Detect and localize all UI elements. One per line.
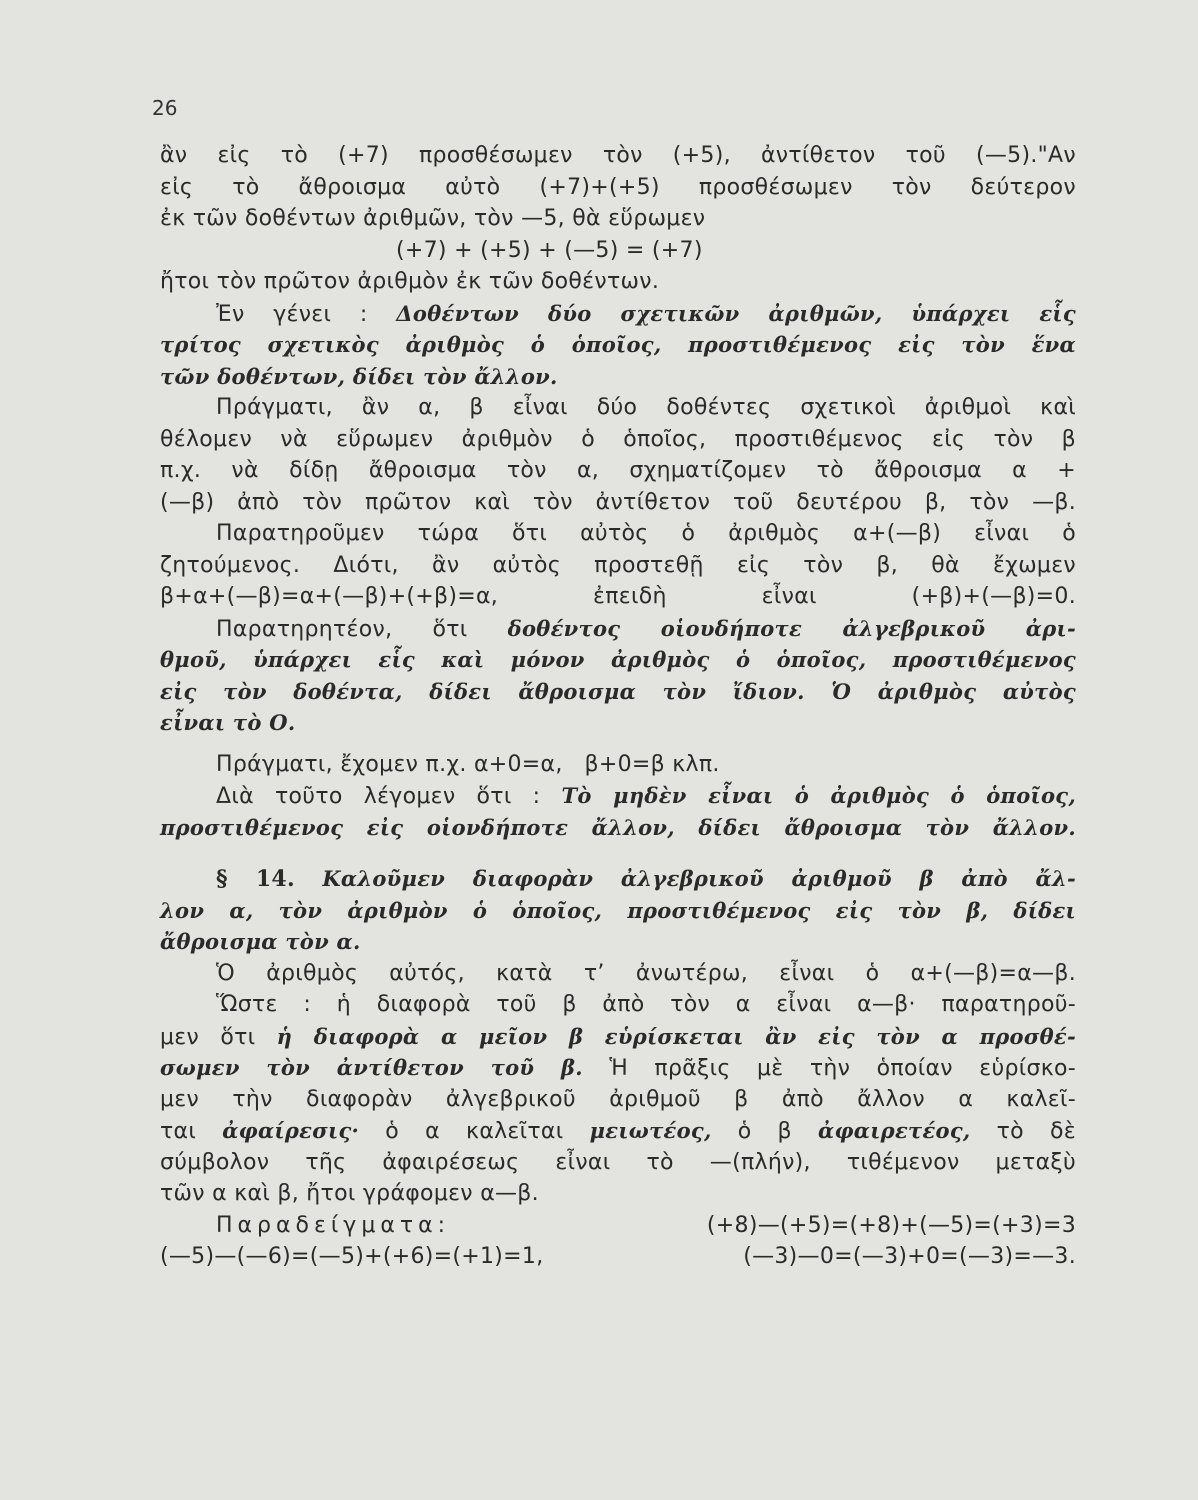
equation-line: (+7) + (+5) + (—5) = (+7) [396,237,703,263]
theorem-line: Παρατηρητέον, ὅτι δοθέντος οἱουδήποτε ἀλγεβρικοῦ ἀρι- [216,615,1076,642]
text-line: σωμεν τὸν ἀντίθετον τοῦ β. Ἡ πρᾶξις μὲ τὴν ὁποίαν εὑρίσκο- [160,1055,1076,1081]
emphasis-text: θμοῦ, ὑπάρχει εἷς καὶ μόνον ἀριθμὸς ὁ ὁποῖος, προστιθέμενος [160,647,1076,672]
text-line: ἂν εἰς τὸ (+7) προσθέσωμεν τὸν (+5), ἀντίθετον τοῦ (—5)."Αν [160,143,1076,168]
emphasis-text: δοθέντος οἱουδήποτε ἀλγεβρικοῦ ἀρι- [507,615,1076,641]
text-line: θέλομεν νὰ εὕρωμεν ἀριθμὸν ὁ ὁποῖος, προστιθέμενος εἰς τὸν β [160,426,1076,452]
examples-label: Παραδείγματα [216,1212,438,1238]
text-line: ται ἀφαίρεσις· ὁ α καλεῖται μειωτέος, ὁ β ἀφαιρετέος, τὸ δὲ [160,1118,1076,1144]
emphasis-text: εἰς τὸν δοθέντα, δίδει ἄθροισμα τὸν ἴδιον. Ὁ ἀριθμὸς αὐτὸς [160,678,1076,704]
theorem-line [160,361,1076,393]
emphasis-text: μειωτέος, [589,1118,712,1143]
theorem-line: Διὰ τοῦτο λέγομεν ὅτι : Τὸ μηδὲν εἶναι ὁ ἀριθμὸς ὁ ὁποῖος, [216,783,1076,809]
emphasis-text: τρίτος σχετικὸς ἀριθμὸς ὁ ὁποῖος, προστιθέμενος εἰς τὸν ἕνα [160,332,1076,357]
example-line: Παραδείγματα: (+8)—(+5)=(+8)+(—5)=(+3)=3 [216,1212,1076,1238]
text-line: Πράγματι, ἂν α, β εἶναι δύο δοθέντες σχετικοὶ ἀριθμοὶ καὶ [216,395,1076,420]
body-text [160,140,1076,1273]
text-line: τῶν α καὶ β, ἤτοι γράφομεν α—β. [160,1181,539,1206]
emphasis-text: Δοθέντων δύο σχετικῶν ἀριθμῶν, ὑπάρχει εἷς [396,300,1076,326]
definition-line [160,895,1076,927]
text-line: π.χ. νὰ δίδῃ ἄθροισμα τὸν α, σχηματίζομεν τὸ ἄθροισμα α + [160,458,1076,483]
text-line: ζητούμενος. Διότι, ἂν αὐτὸς προστεθῇ εἰς τὸν β, θὰ ἔχωμεν [160,552,1076,578]
text-line: Ὥστε : ἡ διαφορὰ τοῦ β ἀπὸ τὸν α εἶναι α—β· παρατηροῦ- [216,992,1076,1017]
text-line: μεν ὅτι ἡ διαφορὰ α μεῖον β εὑρίσκεται ἂν εἰς τὸν α προσθέ- [160,1023,1076,1050]
theorem-line [160,644,1076,676]
text-line: ἐκ τῶν δοθέντων ἀριθμῶν, τὸν —5, θὰ εὕρωμεν [160,206,706,231]
emphasis-text: ἀφαίρεσις· [222,1118,360,1143]
emphasis-text: Καλοῦμεν διαφορὰν ἀλγεβρικοῦ ἀριθμοῦ β ἀπὸ ἄλ- [322,866,1076,891]
emphasis-text: ἀφαιρετέος, [818,1118,971,1143]
emphasis-text: εἶναι τὸ Ο. [160,710,296,735]
theorem-line [160,812,1076,844]
theorem-line [160,329,1076,361]
emphasis-text: ἡ διαφορὰ α μεῖον β εὑρίσκεται ἂν εἰς τὸν α προσθέ- [276,1023,1076,1049]
emphasis-text: προστιθέμενος εἰς οἱονδήποτε ἄλλον, δίδει ἄθροισμα τὸν ἄλλον. [160,814,1076,840]
text-line: μεν τὴν διαφορὰν ἀλγεβρικοῦ ἀριθμοῦ β ἀπὸ ἄλλον α καλεῖ- [160,1086,1076,1112]
section-heading-line [160,863,1076,895]
emphasis-text: λον α, τὸν ἀριθμὸν ὁ ὁποῖος, προστιθέμενος εἰς τὸν β, δίδει [160,897,1076,923]
emphasis-text: τῶν δοθέντων, δίδει τὸν ἄλλον. [160,363,558,389]
example-line: (—5)—(—6)=(—5)+(+6)=(+1)=1, (—3)—0=(—3)+0=(—3)=—3. [160,1244,1076,1269]
theorem-line [160,676,1076,708]
emphasis-text: ἄθροισμα τὸν α. [160,929,361,954]
text-line: ἤτοι τὸν πρῶτον ἀριθμὸν ἐκ τῶν δοθέντων. [160,269,660,294]
text-line: β+α+(—β)=α+(—β)+(+β)=α, ἐπειδὴ εἶναι (+β)+(—β)=0. [160,584,1076,609]
theorem-line [160,707,1076,739]
definition-line [160,926,1076,958]
text-line: Ὁ ἀριθμὸς αὐτός, κατὰ τ’ ἀνωτέρω, εἶναι ὁ α+(—β)=α—β. [216,960,1076,986]
page-number: 26 [152,96,178,120]
text-line: Παρατηροῦμεν τώρα ὅτι αὐτὸς ὁ ἀριθμὸς α+(—β) εἶναι ὁ [216,521,1076,546]
emphasis-text: σωμεν τὸν ἀντίθετον τοῦ β. [160,1055,583,1080]
text-line: Πράγματι, ἔχομεν π.χ. α+0=α, β+0=β κλπ. [216,751,720,777]
text-line: σύμβολον τῆς ἀφαιρέσεως εἶναι τὸ —(πλήν), τιθέμενον μεταξὺ [160,1149,1076,1175]
text-line: εἰς τὸ ἄθροισμα αὐτὸ (+7)+(+5) προσθέσωμεν τὸν δεύτερον [160,174,1076,200]
section-number: § 14. [216,866,295,892]
text-line: (—β) ἀπὸ τὸν πρῶτον καὶ τὸν ἀντίθετον τοῦ δευτέρου β, τὸν —β. [160,489,1076,515]
emphasis-text: Τὸ μηδὲν εἶναι ὁ ἀριθμὸς ὁ ὁποῖος, [561,783,1076,808]
theorem-line: Ἐν γένει : Δοθέντων δύο σχετικῶν ἀριθμῶν, ὑπάρχει εἷς [216,300,1076,327]
